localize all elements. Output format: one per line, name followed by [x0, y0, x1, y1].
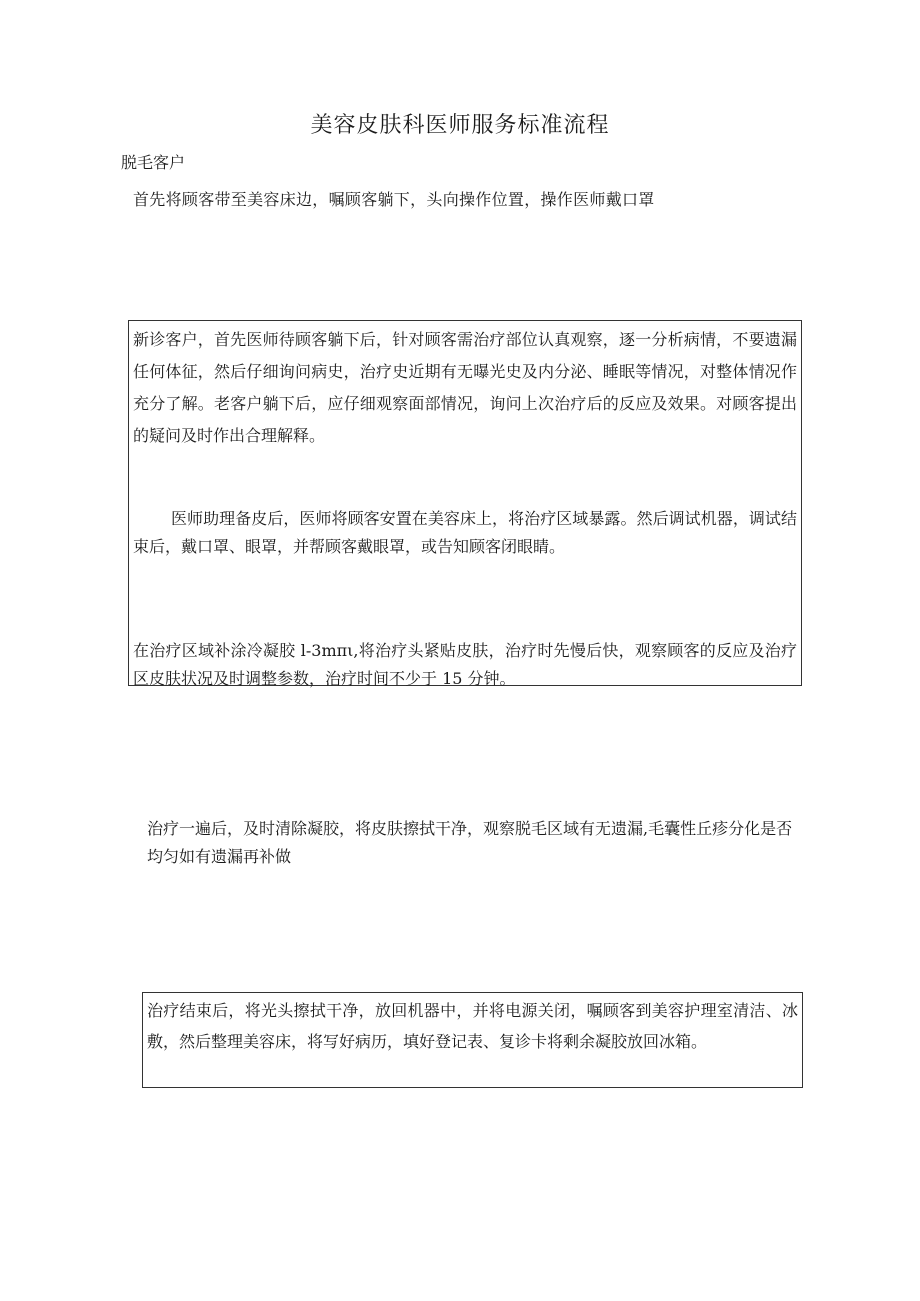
intro-step: 首先将顾客带至美容床边，嘱顾客躺下，头向操作位置，操作医师戴口罩 — [133, 190, 655, 209]
preparation-paragraph: 医师助理备皮后，医师将顾客安置在美容床上，将治疗区域暴露。然后调试机器，调试结束后，戴口罩、眼罩，并帮顾客戴眼罩，或告知顾客闭眼睛。 — [133, 509, 797, 556]
treatment-paragraph: 在治疗区域补涂冷凝胶 l-3mπι,将治疗头紧贴皮肤，治疗时先慢后快，观察顾客的反应及治疗区皮肤状况及时调整参数，治疗时间不少于 15 分钟。 — [133, 641, 797, 688]
post-treatment-step: 治疗一遍后，及时清除凝胶，将皮肤擦拭干净，观察脱毛区域有无遗漏,毛囊性丘疹分化是否均匀如有遗漏再补做 — [147, 819, 793, 866]
section-subtitle: 脱毛客户 — [121, 153, 186, 172]
document-title: 美容皮肤科医师服务标准流程 — [310, 113, 610, 138]
consultation-paragraph: 新诊客户，首先医师待顾客躺下后，针对顾客需治疗部位认真观察，逐一分析病情，不要遗漏任何体征，然后仔细询问病史，治疗史近期有无曝光史及内分泌、睡眠等情况，对整体情况作充分了解。老客户躺下后，应仔细观察面部情况，询问上次治疗后的反应及效果。对顾客提出的疑问及时作出合理解释。 — [133, 330, 797, 445]
completion-box — [142, 992, 803, 1088]
completion-paragraph: 治疗结束后，将光头擦拭干净，放回机器中，并将电源关闭，嘱顾客到美容护理室清洁、冰敷，然后整理美容床，将写好病历，填好登记表、复诊卡将剩余凝胶放回冰箱。 — [147, 1001, 798, 1051]
consultation-box — [128, 320, 802, 686]
